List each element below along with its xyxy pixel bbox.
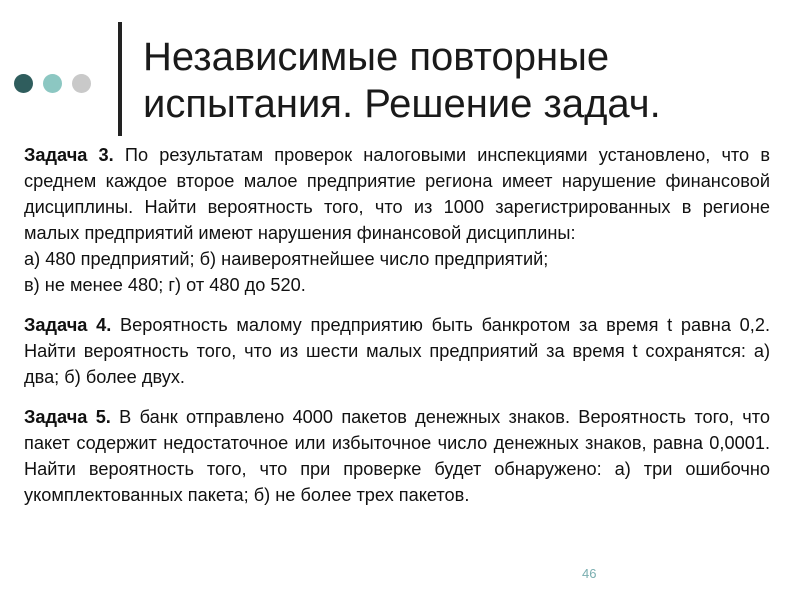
dot-gray-icon [72,74,91,93]
task-5 [24,404,770,508]
task-5-text: В банк отправлено 4000 пакетов денежных знаков. Вероятность того, что пакет содержит недостаточное или избыточное число денежных знаков, равна 0,0001. Найти вероятность того, что при проверке будет обнаружено: а) три ошибочно укомплектованных пакета; б) не более трех пакетов. [24,407,770,505]
task-4-text: Вероятность малому предприятию быть банкротом за время t равна 0,2. Найти вероятность того, что из шести малых предприятий за время t сохранятся: а) два; б) более двух. [24,315,770,387]
page-number: 46 [582,566,597,581]
title-divider [118,22,122,136]
task-3-text: По результатам проверок налоговыми инспекциями установлено, что в среднем каждое второе малое предприятие региона имеет нарушение финансовой дисциплины. Найти вероятность того, что из 1000 зарегистрированных в регионе малых предприятий имеют нарушения финансовой дисциплины: [24,145,770,243]
task-3-label: Задача 3. [24,145,114,165]
decorative-dots [14,74,91,93]
task-3-options-cd: в) не менее 480; г) от 480 до 520. [24,275,306,295]
slide-content [24,142,770,508]
slide-title [143,34,783,128]
title-line-2: испытания. Решение задач. [143,82,661,126]
title-line-1: Независимые повторные [143,35,610,79]
dot-teal-icon [43,74,62,93]
task-5-label: Задача 5. [24,407,111,427]
task-4 [24,312,770,390]
task-4-label: Задача 4. [24,315,112,335]
task-3 [24,142,770,298]
task-3-options-ab: а) 480 предприятий; б) наивероятнейшее число предприятий; [24,249,549,269]
dot-dark-icon [14,74,33,93]
